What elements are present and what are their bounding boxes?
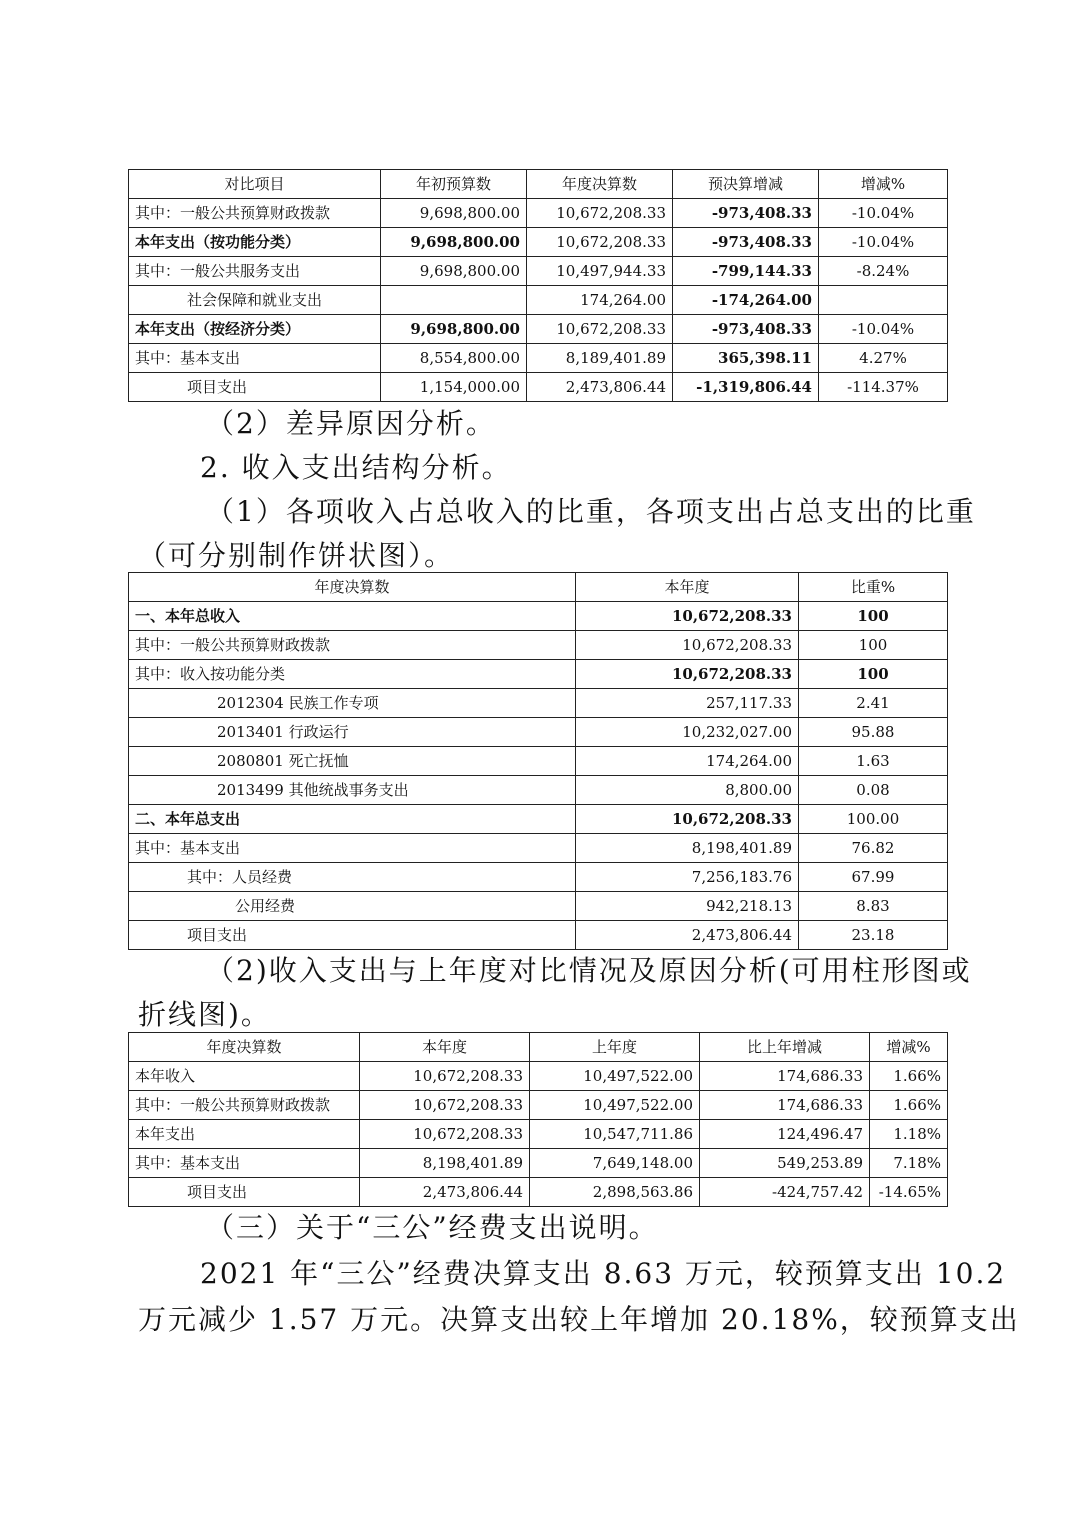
row-pct: -14.65% xyxy=(870,1178,948,1207)
header-amount: 本年度 xyxy=(576,573,799,602)
row-ratio: 100 xyxy=(799,602,948,631)
row-amount: 8,198,401.89 xyxy=(576,834,799,863)
row-item: 本年支出（按功能分类） xyxy=(129,228,381,257)
table-row xyxy=(129,199,948,228)
row-budget: 9,698,800.00 xyxy=(381,228,527,257)
row-budget: 9,698,800.00 xyxy=(381,315,527,344)
table-row xyxy=(129,805,948,834)
row-pct: -10.04% xyxy=(819,315,948,344)
row-amount: 942,218.13 xyxy=(576,892,799,921)
row-item: 其中：一般公共预算财政拨款 xyxy=(129,631,576,660)
table-row xyxy=(129,286,948,315)
row-item: 2012304 民族工作专项 xyxy=(129,689,576,718)
row-ratio: 8.83 xyxy=(799,892,948,921)
row-final: 2,473,806.44 xyxy=(527,373,673,402)
header-final: 年度决算数 xyxy=(527,170,673,199)
row-previous: 10,497,522.00 xyxy=(530,1062,700,1091)
row-amount: 8,800.00 xyxy=(576,776,799,805)
row-final: 8,189,401.89 xyxy=(527,344,673,373)
row-item: 项目支出 xyxy=(129,921,576,950)
header-previous-year: 上年度 xyxy=(530,1033,700,1062)
header-item: 对比项目 xyxy=(129,170,381,199)
row-item: 公用经费 xyxy=(129,892,576,921)
row-item: 项目支出 xyxy=(129,1178,360,1207)
row-pct: 1.18% xyxy=(870,1120,948,1149)
row-current: 8,198,401.89 xyxy=(360,1149,530,1178)
row-budget: 8,554,800.00 xyxy=(381,344,527,373)
row-ratio: 100 xyxy=(799,631,948,660)
row-amount: 10,672,208.33 xyxy=(576,660,799,689)
row-previous: 2,898,563.86 xyxy=(530,1178,700,1207)
paragraph-yoy-line2: 折线图)。 xyxy=(138,998,271,1031)
row-pct: 1.66% xyxy=(870,1091,948,1120)
paragraph-three-public-line1: 2021 年“三公”经费决算支出 8.63 万元，较预算支出 10.2 xyxy=(200,1257,1007,1290)
row-pct: -114.37% xyxy=(819,373,948,402)
row-previous: 10,497,522.00 xyxy=(530,1091,700,1120)
table-row xyxy=(129,602,948,631)
row-item: 其中：一般公共预算财政拨款 xyxy=(129,1091,360,1120)
row-ratio: 2.41 xyxy=(799,689,948,718)
header-diff: 预决算增减 xyxy=(673,170,819,199)
table-row xyxy=(129,1149,948,1178)
table-row xyxy=(129,689,948,718)
table-row xyxy=(129,1062,948,1091)
row-final: 10,672,208.33 xyxy=(527,228,673,257)
row-diff: 549,253.89 xyxy=(700,1149,870,1178)
header-pct: 增减% xyxy=(819,170,948,199)
paragraph-structure-analysis: 2. 收入支出结构分析。 xyxy=(200,451,512,484)
row-budget xyxy=(381,286,527,315)
row-amount: 2,473,806.44 xyxy=(576,921,799,950)
header-ratio: 比重% xyxy=(799,573,948,602)
row-diff: -973,408.33 xyxy=(673,199,819,228)
row-item: 2080801 死亡抚恤 xyxy=(129,747,576,776)
header-item: 年度决算数 xyxy=(129,573,576,602)
row-current: 2,473,806.44 xyxy=(360,1178,530,1207)
table-row xyxy=(129,344,948,373)
header-pct: 增减% xyxy=(870,1033,948,1062)
table-row xyxy=(129,257,948,286)
table-row xyxy=(129,718,948,747)
row-budget: 9,698,800.00 xyxy=(381,257,527,286)
table-row xyxy=(129,747,948,776)
row-current: 10,672,208.33 xyxy=(360,1120,530,1149)
row-item: 一、本年总收入 xyxy=(129,602,576,631)
table-row xyxy=(129,373,948,402)
paragraph-proportion-line1: （1）各项收入占总收入的比重，各项支出占总支出的比重 xyxy=(206,495,976,528)
table-row xyxy=(129,776,948,805)
row-amount: 174,264.00 xyxy=(576,747,799,776)
row-pct: -8.24% xyxy=(819,257,948,286)
table-row xyxy=(129,228,948,257)
header-diff: 比上年增减 xyxy=(700,1033,870,1062)
table-row xyxy=(129,834,948,863)
table-row xyxy=(129,1178,948,1207)
row-diff: 365,398.11 xyxy=(673,344,819,373)
row-ratio: 67.99 xyxy=(799,863,948,892)
paragraph-difference-analysis: （2）差异原因分析。 xyxy=(206,407,496,440)
row-final: 10,672,208.33 xyxy=(527,199,673,228)
row-current: 10,672,208.33 xyxy=(360,1062,530,1091)
row-pct: 4.27% xyxy=(819,344,948,373)
row-item: 项目支出 xyxy=(129,373,381,402)
row-amount: 10,672,208.33 xyxy=(576,805,799,834)
row-item: 其中：基本支出 xyxy=(129,1149,360,1178)
paragraph-three-public-heading: （三）关于“三公”经费支出说明。 xyxy=(206,1211,659,1244)
row-previous: 10,547,711.86 xyxy=(530,1120,700,1149)
row-diff: -174,264.00 xyxy=(673,286,819,315)
row-amount: 10,232,027.00 xyxy=(576,718,799,747)
row-diff: 174,686.33 xyxy=(700,1091,870,1120)
row-item: 2013401 行政运行 xyxy=(129,718,576,747)
row-amount: 7,256,183.76 xyxy=(576,863,799,892)
row-pct: 1.66% xyxy=(870,1062,948,1091)
row-final: 174,264.00 xyxy=(527,286,673,315)
row-diff: -424,757.42 xyxy=(700,1178,870,1207)
row-diff: -1,319,806.44 xyxy=(673,373,819,402)
table-row xyxy=(129,892,948,921)
table-row xyxy=(129,315,948,344)
row-final: 10,497,944.33 xyxy=(527,257,673,286)
row-pct: -10.04% xyxy=(819,228,948,257)
paragraph-three-public-line2: 万元减少 1.57 万元。决算支出较上年增加 20.18%，较预算支出 xyxy=(138,1303,1020,1336)
row-ratio: 0.08 xyxy=(799,776,948,805)
row-item: 2013499 其他统战事务支出 xyxy=(129,776,576,805)
row-item: 二、本年总支出 xyxy=(129,805,576,834)
row-ratio: 23.18 xyxy=(799,921,948,950)
row-amount: 257,117.33 xyxy=(576,689,799,718)
paragraph-yoy-line1: （2)收入支出与上年度对比情况及原因分析(可用柱形图或 xyxy=(206,954,972,987)
row-pct: -10.04% xyxy=(819,199,948,228)
table-row xyxy=(129,1091,948,1120)
row-current: 10,672,208.33 xyxy=(360,1091,530,1120)
row-item: 其中：人员经费 xyxy=(129,863,576,892)
row-item: 其中：一般公共预算财政拨款 xyxy=(129,199,381,228)
row-diff: 124,496.47 xyxy=(700,1120,870,1149)
row-ratio: 95.88 xyxy=(799,718,948,747)
row-item: 其中：基本支出 xyxy=(129,344,381,373)
row-ratio: 100.00 xyxy=(799,805,948,834)
row-ratio: 1.63 xyxy=(799,747,948,776)
table-row xyxy=(129,921,948,950)
header-budget: 年初预算数 xyxy=(381,170,527,199)
table-row xyxy=(129,660,948,689)
income-expense-structure-table xyxy=(128,572,948,950)
row-item: 其中：收入按功能分类 xyxy=(129,660,576,689)
table-header-row xyxy=(129,1033,948,1062)
row-previous: 7,649,148.00 xyxy=(530,1149,700,1178)
table-header-row xyxy=(129,170,948,199)
row-budget: 1,154,000.00 xyxy=(381,373,527,402)
row-diff: -973,408.33 xyxy=(673,315,819,344)
row-item: 社会保障和就业支出 xyxy=(129,286,381,315)
row-amount: 10,672,208.33 xyxy=(576,602,799,631)
table-row xyxy=(129,631,948,660)
row-ratio: 76.82 xyxy=(799,834,948,863)
table-row xyxy=(129,1120,948,1149)
row-amount: 10,672,208.33 xyxy=(576,631,799,660)
header-item: 年度决算数 xyxy=(129,1033,360,1062)
row-item: 本年支出（按经济分类） xyxy=(129,315,381,344)
row-diff: 174,686.33 xyxy=(700,1062,870,1091)
row-item: 其中：基本支出 xyxy=(129,834,576,863)
row-pct xyxy=(819,286,948,315)
row-pct: 7.18% xyxy=(870,1149,948,1178)
row-budget: 9,698,800.00 xyxy=(381,199,527,228)
year-over-year-table xyxy=(128,1032,948,1207)
row-item: 其中：一般公共服务支出 xyxy=(129,257,381,286)
row-item: 本年收入 xyxy=(129,1062,360,1091)
budget-comparison-table xyxy=(128,169,948,402)
row-ratio: 100 xyxy=(799,660,948,689)
row-final: 10,672,208.33 xyxy=(527,315,673,344)
row-diff: -799,144.33 xyxy=(673,257,819,286)
table-header-row xyxy=(129,573,948,602)
row-diff: -973,408.33 xyxy=(673,228,819,257)
paragraph-proportion-line2: （可分别制作饼状图）。 xyxy=(138,539,455,572)
table-row xyxy=(129,863,948,892)
header-current-year: 本年度 xyxy=(360,1033,530,1062)
row-item: 本年支出 xyxy=(129,1120,360,1149)
